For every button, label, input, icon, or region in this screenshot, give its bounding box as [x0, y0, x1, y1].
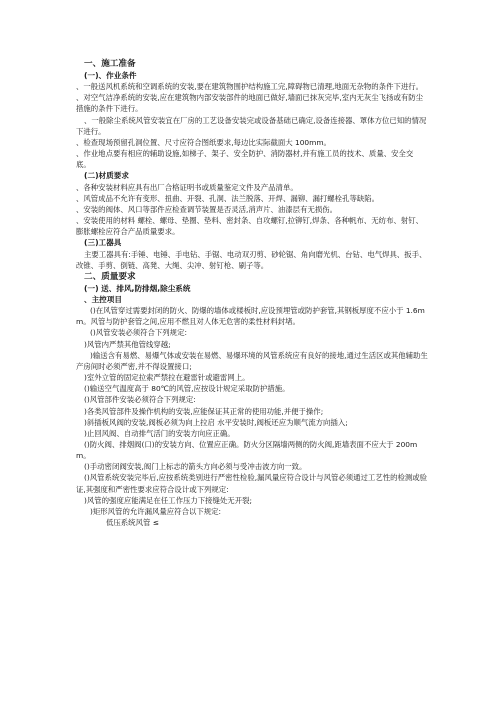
subsection-heading: (三)工器具	[84, 238, 122, 248]
paragraph: 主要工器具有:手锤、电锤、手电钻、手锯、电动双刃剪、砂轮锯、角向磨光机、台钻、电气焊具、扳手、改锥、手剪、倒链、高凳、大绳、尖冲、射钉枪、刷子等。	[76, 249, 427, 270]
paragraph: ()输送空气温度高于 80℃的风管,应按设计规定采取防护措施。	[84, 384, 290, 394]
paragraph: ()风管安装必须符合下列规定:	[90, 328, 187, 338]
subsection-heading: (二)材质要求	[84, 171, 129, 181]
paragraph: ()风管系统安装完毕后,应按系统类别进行严密性检验,漏风量应符合设计与风管必须通过工艺性的检测或验证,其强度和严密性要求应符合设计或下列规定:	[76, 473, 428, 494]
paragraph: 、安装的阀体、风口等部件应检查调节装置是否灵活,消声片、油漆层有无损伤。	[76, 204, 338, 214]
section-heading: 二、质量要求	[84, 271, 136, 282]
subsection-heading: (一) 送、排风,防排烟,除尘系统	[84, 283, 191, 293]
paragraph: 、对空气洁净系统的安装,应在建筑物内部安装部件的地面已做好,墙面已抹灰完毕,室内无灰尘飞扬或有防尘措施的条件下进行。	[76, 93, 424, 114]
paragraph: )矩形风管的允许漏风量应符合以下规定:	[90, 506, 222, 516]
paragraph: 低压系统风管 ≤	[106, 518, 159, 528]
paragraph: 、一般除尘系统风管安装宜在厂房的工艺设备安装完或设备基础已确定,设备连接器、罩体方位已知的情况下进行。	[76, 115, 427, 136]
paragraph: )室外立管的固定拉索严禁拉在避雷针或避雷网上。	[84, 373, 250, 383]
paragraph: 、风管成品不允许有变形、扭曲、开裂、孔洞、法兰脱落、开焊、漏铆、漏打螺栓孔等缺陷。	[76, 193, 380, 203]
paragraph: ()手动密闭阀安装,阀门上标志的箭头方向必须与受冲击波方向一致。	[84, 462, 307, 472]
paragraph: ()风管部件安装必须符合下列规定:	[84, 395, 196, 405]
paragraph: 、安装使用的材料 螺栓、螺母、垫圈、垫料、密封条、自攻螺钉,拉铆钉,焊条、各种帆布、无纺布、射钉、膨胀螺栓应符合产品质量要求。	[76, 216, 424, 237]
section-heading: 一、施工准备	[84, 59, 136, 69]
paragraph: 、一般送风机系统和空调系统的安装,要在建筑物围护结构施工完,障碍物已清理,地面无杂物的条件下进行。	[76, 82, 424, 92]
subsection-heading: (一)、作业条件	[84, 71, 137, 80]
subsection-heading: 、主控项目	[84, 294, 122, 304]
paragraph: 、作业地点要有相应的辅助设施,如梯子、架子、安全防护、消防器材,并有施工员的技术、质量、安全交底。	[76, 149, 414, 170]
paragraph: 、检查现场预留孔洞位置、尺寸应符合图纸要求,每边比实际截面大 100mm。	[76, 137, 331, 147]
paragraph: )风管的强度应能满足在任工作压力下接缝处无开裂;	[84, 495, 252, 505]
paragraph: 、各种安装材料应具有出厂合格证明书或质量鉴定文件及产品清单。	[76, 182, 298, 192]
paragraph: )风管内严禁其他管线穿越;	[84, 339, 171, 349]
paragraph: )止回风阀、自动排气活门的安装方向应正确。	[84, 428, 235, 438]
paragraph: )输送含有易燃、易爆气体或安装在易燃、易爆环境的风管系统应有良好的接地,通过生活区或其他辅助生产房间时必须严密,并不得设置接口;	[76, 350, 428, 371]
paragraph: )各类风管部件及操作机构的安装,应能保证其正常的使用功能,并便于操作;	[84, 406, 324, 416]
paragraph: ()在风管穿过需要封闭的防火、防爆的墙体或楼板时,应设预埋管或防护套管,其钢板厚度不应小于 1.6mm。风管与防护套管之间,应用不燃且对人体无危害的柔性材料封堵。	[76, 306, 425, 327]
document-body	[76, 58, 428, 528]
paragraph: )斜插板风阀的安装,阀板必须为向上拉启 水平安装时,阀板还应为顺气流方向插入;	[84, 417, 348, 427]
paragraph: ()防火阀、排烟阀(口)的安装方向、位置应正确。防火分区隔墙两侧的防火阀,距墙表面不应大于 200mm。	[76, 440, 418, 461]
